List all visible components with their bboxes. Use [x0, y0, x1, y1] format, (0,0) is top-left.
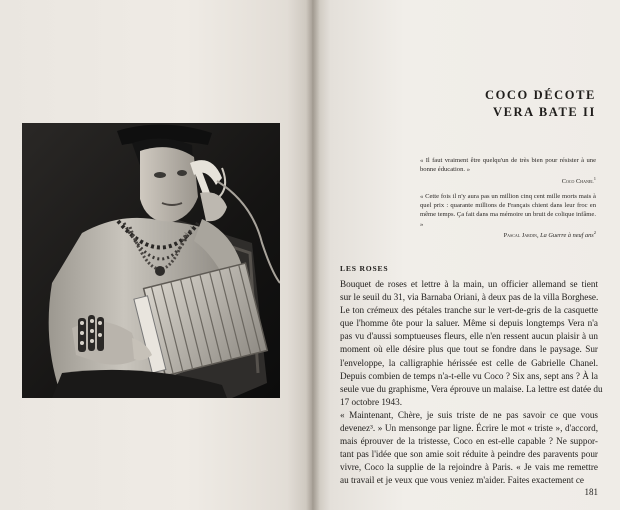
body-line: vivre, Coco la supplie de la rejoindre à Paris. « Je vais me remettre	[340, 462, 598, 473]
body-line: sur le seuil du 31, via Barnaba Oriani, à deux pas de la villa Borghese.	[340, 292, 599, 303]
footnote-marker: 2	[593, 229, 596, 235]
body-line: tant pas l'idée que son amie soit réduite à peindre des paravents pour	[340, 449, 598, 460]
epigraph-author: Coco Chanel	[561, 177, 594, 185]
book-gutter	[306, 0, 320, 510]
body-line: 17 octobre 1943.	[340, 396, 403, 407]
chapter-title-line: VERA BATE II	[492, 105, 596, 119]
footnote-marker: 1	[593, 175, 596, 181]
body-text	[340, 278, 603, 488]
epigraph-work: La Guerre à neuf ans	[540, 232, 594, 240]
body-line: Depuis combien de temps n'a-t-elle vu Coco ? Six ans, sept ans ? À la	[340, 370, 598, 381]
epigraph	[420, 192, 596, 240]
epigraph-text: « Cette fois il n'y aura pas un million cinq cent mille morts mais à quel prix : quarante millions de Français chient dans leur froc en même temps. Ça fait dans ma mémoire un bruit de colique infâme. »	[420, 192, 596, 228]
epigraphs	[420, 156, 596, 246]
body-line: moment où elle désire plus que tout se fondre dans le paysage. Sur	[340, 344, 598, 355]
photo-illustration	[22, 123, 280, 398]
body-line: au travail et je veux que vous veniez m'aider. Faites exactement ce	[340, 475, 585, 486]
chapter-title-line: COCO DÉCOTE	[484, 88, 596, 102]
body-line: Bouquet de roses et lettre à la main, un officier allemand se tient	[340, 279, 598, 289]
epigraph-text: « Il faut vraiment être quelqu'un de très bien pour résister à une bonne éducation. »	[420, 157, 596, 174]
epigraph	[420, 156, 596, 186]
epigraph-source	[420, 231, 596, 240]
body-line: seule vue du graphisme, Vera éprouve un malaise. La lettre est datée du	[340, 383, 603, 394]
chapter-title	[485, 87, 596, 121]
page-number: 181	[584, 487, 598, 497]
epigraph-author: Pascal Jardin,	[503, 232, 539, 240]
body-line: pas vu d'aussi somptueuses fleurs, elle n'en ressent aucun plaisir à un	[340, 331, 598, 342]
body-line: Le ton crémeux des pétales tranche sur le vert-de-gris de la casquette	[340, 305, 598, 316]
photograph	[22, 123, 280, 398]
body-line: mais éprouver de la tristesse, Coco en est-elle capable ? Ne suppor-	[340, 436, 598, 447]
body-line: « Maintenant, Chère, je suis triste de ne pas savoir ce que vous	[340, 409, 598, 420]
body-line: l'enveloppe, la calligraphie hérissée est celle de Gabrielle Chanel.	[340, 357, 598, 368]
body-line: devenez³. » Un mensonge par ligne. Écrire le mot « triste », d'accord,	[340, 423, 598, 434]
epigraph-source	[420, 177, 596, 186]
body-line: que l'homme ôte pour la saluer. Même si depuis longtemps Vera n'a	[340, 318, 598, 329]
section-heading: LES ROSES	[340, 264, 389, 273]
